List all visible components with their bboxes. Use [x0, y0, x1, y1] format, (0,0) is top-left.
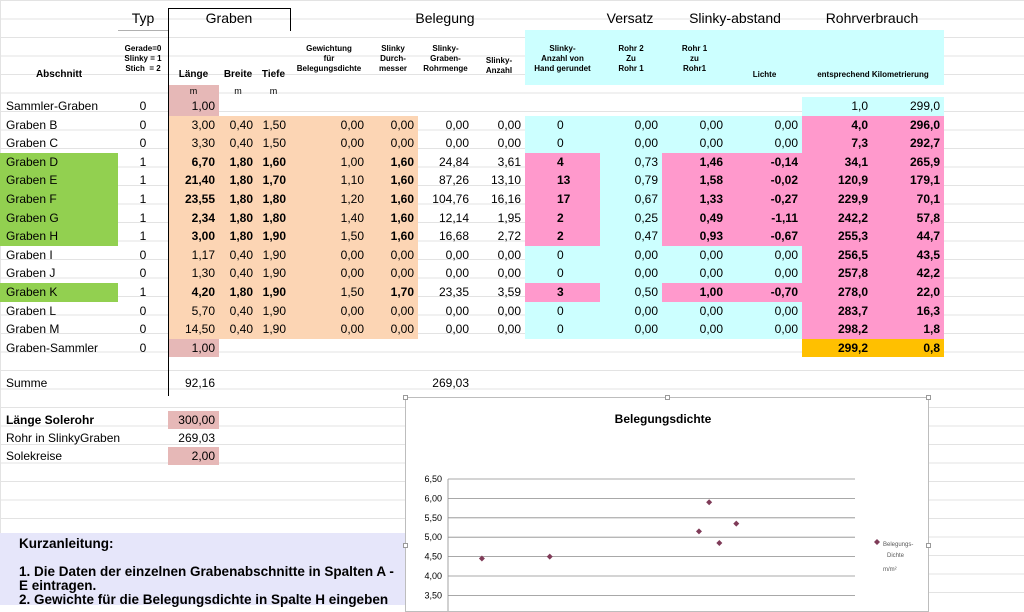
- cell-lichte[interactable]: 0,00: [727, 246, 802, 265]
- cell-laenge[interactable]: 14,50: [168, 320, 219, 339]
- cell-rv2[interactable]: 22,0: [872, 283, 944, 302]
- group-versatz: Versatz: [606, 10, 654, 26]
- solerohr-label: Länge Solerohr: [6, 413, 95, 427]
- col-entsprechend: entsprechend Kilometrierung: [817, 70, 929, 79]
- cell-r1[interactable]: 0,00: [662, 320, 727, 339]
- chart-resize-handle-r[interactable]: [926, 543, 931, 548]
- cell-typ[interactable]: 1: [139, 154, 147, 169]
- cell-breite[interactable]: 0,40: [219, 302, 257, 321]
- cell-lichte[interactable]: -0,67: [727, 227, 802, 246]
- summe-label: Summe: [6, 376, 48, 390]
- chart-y-tick-label: 6,50: [424, 474, 442, 484]
- cell-laenge[interactable]: 1,30: [168, 264, 219, 283]
- cell-breite[interactable]: 1,80: [219, 283, 257, 302]
- cell-laenge[interactable]: 5,70: [168, 302, 219, 321]
- cell-typ[interactable]: 1: [139, 285, 147, 299]
- cell-name[interactable]: Graben H: [0, 227, 118, 246]
- cell-gew[interactable]: 0,00: [290, 302, 368, 321]
- cell-gew[interactable]: 1,40: [290, 209, 368, 228]
- unit-tiefe: m: [269, 86, 278, 96]
- cell-r2[interactable]: 0,50: [600, 283, 662, 302]
- cell-gew[interactable]: 0,00: [290, 116, 368, 135]
- chart-title: Belegungsdichte: [614, 412, 712, 426]
- cell-hand[interactable]: 0: [525, 320, 600, 339]
- col-durchmesser: Slinky Durch- messer: [378, 44, 408, 73]
- chart-svg: [406, 398, 928, 611]
- cell-rv2[interactable]: 296,0: [872, 116, 944, 135]
- cell-rv1[interactable]: 242,2: [802, 209, 872, 228]
- cell-name[interactable]: Graben E: [0, 171, 118, 190]
- cell-rv1[interactable]: 229,9: [802, 190, 872, 209]
- cell-laenge[interactable]: 3,00: [168, 227, 219, 246]
- cell-breite[interactable]: [219, 97, 257, 116]
- cell-name[interactable]: Graben F: [0, 190, 118, 209]
- cell-tiefe[interactable]: 1,80: [257, 209, 290, 228]
- cell-r2[interactable]: 0,67: [600, 190, 662, 209]
- cell-r1[interactable]: 0,00: [662, 134, 727, 153]
- cell-name[interactable]: Graben G: [0, 209, 118, 228]
- legend-label-2: Dichte: [887, 553, 905, 559]
- cell-laenge[interactable]: 2,34: [168, 209, 219, 228]
- cell-hand[interactable]: 2: [525, 209, 600, 228]
- cell-lichte[interactable]: 0,00: [727, 320, 802, 339]
- cell-rv2[interactable]: 16,3: [872, 302, 944, 321]
- cell-r1[interactable]: 0,49: [662, 209, 727, 228]
- cell-r2[interactable]: 0,73: [600, 153, 662, 172]
- note-line-3: 2. Gewichte für die Belegungsdichte in Spalte H eingeben: [19, 592, 389, 607]
- cell-lichte[interactable]: -0,70: [727, 283, 802, 302]
- solekreise-value[interactable]: 2,00: [168, 447, 219, 465]
- cell-menge[interactable]: 0,00: [445, 247, 469, 262]
- cell-lichte[interactable]: -0,27: [727, 190, 802, 209]
- cell-r2[interactable]: 0,00: [600, 320, 662, 339]
- col-typ: Gerade=0 Slinky = 1 Stich = 2: [124, 44, 162, 73]
- col-rohrmenge: Slinky- Graben- Rohrmenge: [423, 44, 468, 73]
- cell-dm[interactable]: 0,00: [368, 320, 418, 339]
- cell-dm[interactable]: 0,00: [368, 134, 418, 153]
- cell-hand[interactable]: 0: [525, 134, 600, 153]
- cell-tiefe[interactable]: 1,50: [257, 134, 290, 153]
- cell-breite[interactable]: 1,80: [219, 209, 257, 228]
- cell-gew[interactable]: 1,10: [290, 171, 368, 190]
- cell-rv1[interactable]: 255,3: [802, 227, 872, 246]
- cell-r2[interactable]: [600, 97, 662, 116]
- cell-rv2[interactable]: 0,8: [872, 339, 944, 358]
- cell-rv1[interactable]: 1,0: [802, 97, 872, 116]
- cell-r1[interactable]: 1,33: [662, 190, 727, 209]
- col-lichte: Lichte: [752, 70, 777, 79]
- cell-laenge[interactable]: 23,55: [168, 190, 219, 209]
- cell-laenge[interactable]: 4,20: [168, 283, 219, 302]
- cell-hand[interactable]: 3: [525, 283, 600, 302]
- cell-breite[interactable]: 0,40: [219, 134, 257, 153]
- cell-tiefe[interactable]: 1,50: [257, 116, 290, 135]
- chart-resize-handle-tr[interactable]: [926, 395, 931, 400]
- cell-name[interactable]: Graben L: [6, 303, 57, 318]
- cell-dm[interactable]: 1,60: [368, 190, 418, 209]
- group-typ: Typ: [131, 10, 155, 26]
- cell-menge[interactable]: 104,76: [432, 192, 469, 206]
- cell-dm[interactable]: 1,60: [368, 171, 418, 190]
- cell-tiefe[interactable]: 1,90: [257, 320, 290, 339]
- cell-typ[interactable]: 0: [139, 247, 147, 262]
- cell-menge[interactable]: 0,00: [445, 303, 469, 318]
- unit-breite: m: [234, 86, 242, 96]
- cell-lichte[interactable]: 0,00: [727, 116, 802, 135]
- cell-typ[interactable]: 0: [139, 266, 147, 281]
- cell-rv2[interactable]: 43,5: [872, 246, 944, 265]
- cell-tiefe[interactable]: 1,90: [257, 227, 290, 246]
- cell-lichte[interactable]: 0,00: [727, 302, 802, 321]
- cell-anz[interactable]: 0,00: [497, 117, 521, 132]
- cell-r1[interactable]: [662, 339, 727, 358]
- cell-breite[interactable]: 0,40: [219, 264, 257, 283]
- cell-anz[interactable]: [473, 339, 525, 358]
- cell-laenge[interactable]: 1,17: [168, 246, 219, 265]
- legend-marker: [874, 539, 880, 545]
- cell-typ[interactable]: 1: [139, 192, 147, 206]
- border-graben-left: [168, 8, 169, 396]
- cell-name[interactable]: Graben I: [6, 247, 53, 262]
- cell-breite[interactable]: 1,80: [219, 171, 257, 190]
- cell-r1[interactable]: 0,00: [662, 246, 727, 265]
- chart-y-tick-label: 4,00: [424, 571, 442, 581]
- cell-anz[interactable]: 3,61: [497, 154, 521, 169]
- cell-typ[interactable]: 0: [139, 303, 147, 318]
- cell-laenge[interactable]: 21,40: [168, 171, 219, 190]
- cell-menge[interactable]: 0,00: [445, 266, 469, 281]
- cell-gew[interactable]: 1,20: [290, 190, 368, 209]
- cell-anz[interactable]: 0,00: [497, 247, 521, 262]
- cell-r1[interactable]: 1,46: [662, 153, 727, 172]
- cell-rv1[interactable]: 298,2: [802, 320, 872, 339]
- chart-data-point: [696, 528, 702, 534]
- chart-data-point: [706, 499, 712, 505]
- cell-r1[interactable]: 1,58: [662, 171, 727, 190]
- chart-resize-handle-t[interactable]: [665, 395, 670, 400]
- cell-r2[interactable]: 0,00: [600, 264, 662, 283]
- cell-rv1[interactable]: 283,7: [802, 302, 872, 321]
- cell-gew[interactable]: [290, 97, 368, 116]
- col-rohr2: Rohr 2 Zu Rohr 1: [618, 44, 644, 73]
- cell-laenge[interactable]: 3,30: [168, 134, 219, 153]
- group-slinky-abstand: Slinky-abstand: [689, 10, 781, 26]
- cell-breite[interactable]: 1,80: [219, 153, 257, 172]
- cell-laenge[interactable]: 3,00: [168, 116, 219, 135]
- cell-typ[interactable]: 0: [139, 136, 147, 151]
- cell-menge[interactable]: [418, 339, 473, 358]
- cell-rv2[interactable]: 57,8: [872, 209, 944, 228]
- chart-belegungsdichte[interactable]: [405, 397, 929, 612]
- col-abschnitt: Abschnitt: [35, 69, 83, 80]
- cell-r2[interactable]: [600, 339, 662, 358]
- cell-tiefe[interactable]: [257, 339, 290, 358]
- note-line-1: 1. Die Daten der einzelnen Grabenabschnitte in Spalten A -: [19, 564, 394, 579]
- cell-name[interactable]: Graben B: [6, 117, 58, 132]
- cell-menge[interactable]: 0,00: [445, 136, 469, 151]
- slinkygraben-label: Rohr in SlinkyGraben: [6, 431, 121, 445]
- cell-hand[interactable]: 13: [525, 171, 600, 190]
- cell-r1[interactable]: 0,00: [662, 302, 727, 321]
- cell-name[interactable]: Graben-Sammler: [6, 340, 99, 355]
- chart-data-points: [479, 499, 739, 561]
- border-typ-bottom: [118, 30, 168, 31]
- cell-gew[interactable]: 1,50: [290, 283, 368, 302]
- cell-gew[interactable]: 0,00: [290, 264, 368, 283]
- cell-breite[interactable]: 1,80: [219, 227, 257, 246]
- cell-rv2[interactable]: 299,0: [872, 97, 944, 116]
- cell-anz[interactable]: 13,10: [490, 173, 521, 188]
- cell-name[interactable]: Graben D: [0, 153, 118, 172]
- cell-hand[interactable]: [525, 97, 600, 116]
- cell-typ[interactable]: 0: [139, 340, 147, 355]
- cell-tiefe[interactable]: [257, 97, 290, 116]
- cell-dm[interactable]: 1,60: [368, 227, 418, 246]
- cell-lichte[interactable]: -1,11: [727, 209, 802, 228]
- col-gewichtung: Gewichtung für Belegungsdichte: [296, 44, 362, 73]
- cell-laenge[interactable]: 1,00: [168, 97, 219, 116]
- cell-r2[interactable]: 0,00: [600, 134, 662, 153]
- cell-anz[interactable]: 16,16: [490, 192, 521, 206]
- cell-dm[interactable]: [368, 97, 418, 116]
- cell-hand[interactable]: 0: [525, 264, 600, 283]
- group-belegung: Belegung: [415, 10, 475, 26]
- cell-rv1[interactable]: 257,8: [802, 264, 872, 283]
- cell-rv1[interactable]: 256,5: [802, 246, 872, 265]
- cell-dm[interactable]: 1,60: [368, 209, 418, 228]
- cell-tiefe[interactable]: 1,80: [257, 190, 290, 209]
- cell-gew[interactable]: 1,50: [290, 227, 368, 246]
- cell-anz[interactable]: 0,00: [497, 136, 521, 151]
- unit-laenge: m: [168, 85, 219, 97]
- cell-anz[interactable]: 0,00: [497, 266, 521, 281]
- chart-data-point: [716, 540, 722, 546]
- group-graben: Graben: [205, 10, 253, 26]
- border-graben-top: [168, 8, 291, 9]
- cell-rv1[interactable]: 278,0: [802, 283, 872, 302]
- cell-gew[interactable]: 0,00: [290, 320, 368, 339]
- cell-breite[interactable]: 0,40: [219, 116, 257, 135]
- cell-hand[interactable]: 2: [525, 227, 600, 246]
- cell-lichte[interactable]: [727, 97, 802, 116]
- cell-anz[interactable]: 0,00: [497, 303, 521, 318]
- cell-tiefe[interactable]: 1,90: [257, 302, 290, 321]
- cell-r2[interactable]: 0,00: [600, 116, 662, 135]
- cell-r1[interactable]: [662, 97, 727, 116]
- cell-rv1[interactable]: 34,1: [802, 153, 872, 172]
- cell-name[interactable]: Graben J: [6, 266, 56, 281]
- chart-data-point: [733, 521, 739, 527]
- solekreise-label: Solekreise: [6, 449, 63, 463]
- cell-rv1[interactable]: 120,9: [802, 171, 872, 190]
- cell-menge[interactable]: 24,84: [438, 154, 469, 169]
- cell-tiefe[interactable]: 1,90: [257, 283, 290, 302]
- cell-hand[interactable]: 0: [525, 302, 600, 321]
- cell-rv1[interactable]: 299,2: [802, 339, 872, 358]
- cell-laenge[interactable]: 1,00: [168, 339, 219, 358]
- instruction-note[interactable]: [0, 533, 405, 605]
- cell-rv2[interactable]: 179,1: [872, 171, 944, 190]
- cell-menge[interactable]: 87,26: [438, 173, 469, 188]
- cell-name[interactable]: Graben C: [6, 136, 59, 151]
- chart-y-tick-label: 5,50: [424, 512, 442, 523]
- cell-lichte[interactable]: 0,00: [727, 264, 802, 283]
- cell-name[interactable]: Graben K: [0, 283, 118, 302]
- cell-gew[interactable]: [290, 339, 368, 358]
- cell-tiefe[interactable]: 1,90: [257, 264, 290, 283]
- summe-rohrmenge[interactable]: 269,03: [432, 376, 469, 390]
- cell-anz[interactable]: [473, 97, 525, 116]
- cell-dm[interactable]: 0,00: [368, 302, 418, 321]
- cell-typ[interactable]: 0: [139, 322, 147, 337]
- chart-resize-handle-l[interactable]: [403, 543, 408, 548]
- cell-menge[interactable]: 23,35: [438, 285, 469, 299]
- cell-menge[interactable]: 0,00: [445, 322, 469, 337]
- chart-y-tick-labels: [424, 474, 442, 600]
- cell-r1[interactable]: 1,00: [662, 283, 727, 302]
- note-line-2: E eintragen.: [19, 578, 97, 593]
- cell-dm[interactable]: 0,00: [368, 246, 418, 265]
- cell-dm[interactable]: [368, 339, 418, 358]
- cell-gew[interactable]: 0,00: [290, 246, 368, 265]
- cell-breite[interactable]: [219, 339, 257, 358]
- cell-tiefe[interactable]: 1,70: [257, 171, 290, 190]
- cell-rv2[interactable]: 265,9: [872, 153, 944, 172]
- cell-hand[interactable]: [525, 339, 600, 358]
- chart-y-tick-label: 3,50: [424, 590, 442, 601]
- cell-breite[interactable]: 1,80: [219, 190, 257, 209]
- cell-rv2[interactable]: 42,2: [872, 264, 944, 283]
- cell-hand[interactable]: 0: [525, 116, 600, 135]
- cell-name[interactable]: Graben M: [6, 322, 60, 337]
- cell-breite[interactable]: 0,40: [219, 246, 257, 265]
- cell-anz[interactable]: 2,72: [497, 229, 521, 244]
- summe-laenge[interactable]: 92,16: [184, 376, 215, 390]
- cell-r1[interactable]: 0,93: [662, 227, 727, 246]
- cell-menge[interactable]: [418, 97, 473, 116]
- cell-r2[interactable]: 0,25: [600, 209, 662, 228]
- note-title: Kurzanleitung:: [19, 536, 114, 551]
- cell-menge[interactable]: 0,00: [445, 117, 469, 132]
- legend-unit: m/m²: [883, 567, 897, 573]
- col-breite: Breite: [223, 69, 253, 80]
- chart-y-tick-label: 5,00: [424, 532, 442, 543]
- cell-laenge[interactable]: 6,70: [168, 153, 219, 172]
- col-tiefe: Tiefe: [261, 69, 286, 80]
- cell-lichte[interactable]: -0,02: [727, 171, 802, 190]
- cell-rv2[interactable]: 1,8: [872, 320, 944, 339]
- cell-rv1[interactable]: 4,0: [802, 116, 872, 135]
- chart-data-point: [547, 554, 553, 560]
- cell-menge[interactable]: 16,68: [438, 229, 469, 244]
- cell-rv2[interactable]: 44,7: [872, 227, 944, 246]
- cell-tiefe[interactable]: 1,60: [257, 153, 290, 172]
- cell-dm[interactable]: 1,70: [368, 283, 418, 302]
- cell-menge[interactable]: 12,14: [438, 210, 469, 225]
- solerohr-value[interactable]: 300,00: [168, 411, 219, 429]
- cell-r1[interactable]: 0,00: [662, 116, 727, 135]
- cell-r2[interactable]: 0,00: [600, 246, 662, 265]
- cell-lichte[interactable]: [727, 339, 802, 358]
- cell-lichte[interactable]: -0,14: [727, 153, 802, 172]
- cell-rv1[interactable]: 7,3: [802, 134, 872, 153]
- col-anzahl: Slinky- Anzahl: [485, 56, 513, 75]
- legend-label-1: Belegungs-: [883, 542, 914, 548]
- cell-name[interactable]: Sammler-Graben: [6, 99, 99, 113]
- cell-dm[interactable]: 0,00: [368, 116, 418, 135]
- chart-legend: [874, 539, 913, 573]
- cell-r2[interactable]: 0,00: [600, 302, 662, 321]
- col-laenge: Länge: [178, 69, 209, 80]
- cell-hand[interactable]: 4: [525, 153, 600, 172]
- cell-dm[interactable]: 1,60: [368, 153, 418, 172]
- cell-r1[interactable]: 0,00: [662, 264, 727, 283]
- cell-anz[interactable]: 3,59: [497, 285, 521, 299]
- slinkygraben-value[interactable]: 269,03: [178, 431, 215, 445]
- cell-tiefe[interactable]: 1,90: [257, 246, 290, 265]
- cell-typ[interactable]: 1: [139, 210, 147, 225]
- border-graben-right: [290, 8, 291, 31]
- chart-gridlines: [448, 479, 855, 611]
- chart-resize-handle-tl[interactable]: [403, 395, 408, 400]
- cell-r2[interactable]: 0,47: [600, 227, 662, 246]
- group-rohrverbrauch: Rohrverbrauch: [825, 10, 919, 26]
- col-rohr1: Rohr 1 zu Rohr1: [681, 44, 708, 73]
- cell-hand[interactable]: 0: [525, 246, 600, 265]
- cell-typ[interactable]: 0: [139, 99, 147, 113]
- cell-gew[interactable]: 0,00: [290, 134, 368, 153]
- cell-gew[interactable]: 1,00: [290, 153, 368, 172]
- cell-anz[interactable]: 1,95: [497, 210, 521, 225]
- cell-dm[interactable]: 0,00: [368, 264, 418, 283]
- cell-r2[interactable]: 0,79: [600, 171, 662, 190]
- cell-typ[interactable]: 1: [139, 229, 147, 244]
- cell-breite[interactable]: 0,40: [219, 320, 257, 339]
- cell-rv2[interactable]: 70,1: [872, 190, 944, 209]
- chart-y-tick-label: 4,50: [424, 551, 442, 562]
- cell-typ[interactable]: 0: [139, 117, 147, 132]
- cell-anz[interactable]: 0,00: [497, 322, 521, 337]
- cell-lichte[interactable]: 0,00: [727, 134, 802, 153]
- cell-hand[interactable]: 17: [525, 190, 600, 209]
- col-anzahl-hand: Slinky- Anzahl von Hand gerundet: [534, 44, 591, 73]
- cell-typ[interactable]: 1: [139, 173, 147, 188]
- chart-y-tick-label: 6,00: [424, 493, 442, 504]
- cell-rv2[interactable]: 292,7: [872, 134, 944, 153]
